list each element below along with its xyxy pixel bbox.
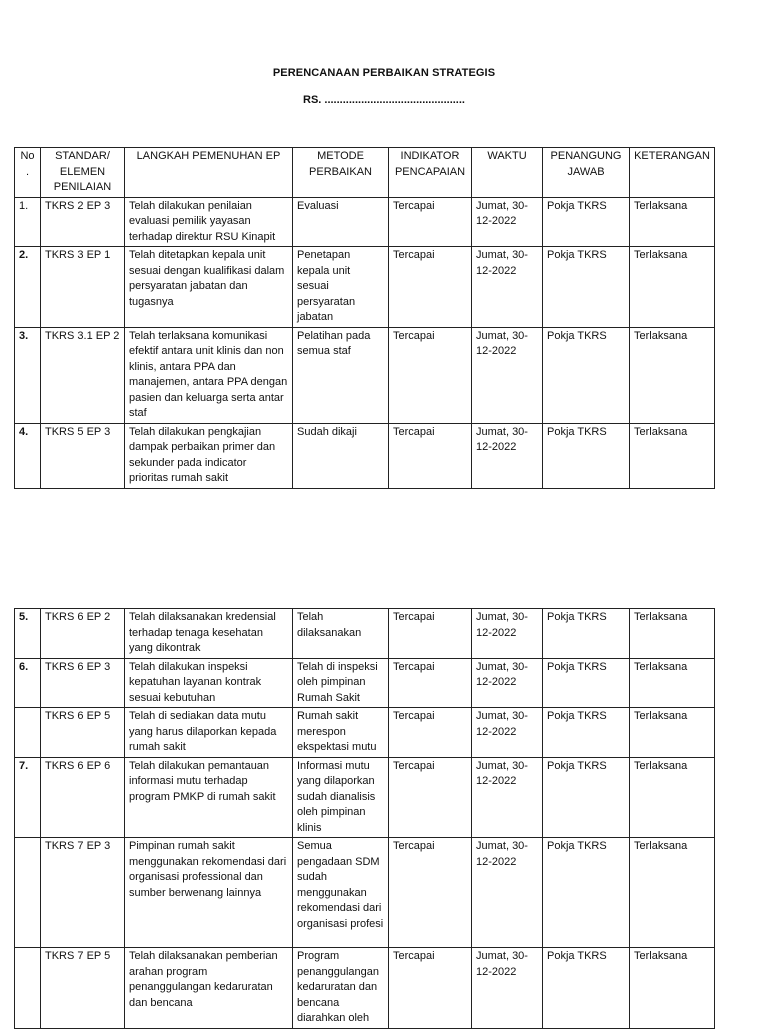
row-number xyxy=(15,708,41,758)
metode-cell: Rumah sakit merespon ekspektasi mutu xyxy=(293,708,389,758)
hospital-name-line: RS. .............................................. xyxy=(303,94,465,106)
keterangan-cell: Terlaksana xyxy=(630,948,715,1029)
metode-cell: Program penanggulangan kedaruratan dan bencana diarahkan oleh xyxy=(293,948,389,1029)
keterangan-cell: Terlaksana xyxy=(630,247,715,328)
header-metode: METODE PERBAIKAN xyxy=(293,148,389,198)
table-row xyxy=(15,327,715,423)
header-standar: STANDAR/ ELEMEN PENILAIAN xyxy=(41,148,125,198)
standar-cell: TKRS 3.1 EP 2 xyxy=(41,327,125,423)
langkah-cell: Pimpinan rumah sakit menggunakan rekomendasi dari organisasi professional dan sumber berwenang lainnya xyxy=(125,838,293,948)
indikator-cell: Tercapai xyxy=(389,247,472,328)
metode-cell: Sudah dikaji xyxy=(293,423,389,488)
row-number: 5. xyxy=(15,609,41,659)
indikator-cell: Tercapai xyxy=(389,658,472,708)
keterangan-cell: Terlaksana xyxy=(630,838,715,948)
waktu-cell: Jumat, 30-12-2022 xyxy=(472,609,543,659)
keterangan-cell: Terlaksana xyxy=(630,708,715,758)
table-row xyxy=(15,838,715,948)
penanggung-jawab-cell: Pokja TKRS xyxy=(543,423,630,488)
langkah-cell: Telah dilaksanakan pemberian arahan program penanggulangan kedaruratan dan bencana xyxy=(125,948,293,1029)
row-number: 3. xyxy=(15,327,41,423)
header-langkah: LANGKAH PEMENUHAN EP xyxy=(125,148,293,198)
header-indikator: INDIKATOR PENCAPAIAN xyxy=(389,148,472,198)
table-row xyxy=(15,757,715,838)
penanggung-jawab-cell: Pokja TKRS xyxy=(543,609,630,659)
penanggung-jawab-cell: Pokja TKRS xyxy=(543,197,630,247)
standar-cell: TKRS 6 EP 6 xyxy=(41,757,125,838)
row-number: 4. xyxy=(15,423,41,488)
langkah-cell: Telah ditetapkan kepala unit sesuai dengan kualifikasi dalam persyaratan jabatan dan tugasnya xyxy=(125,247,293,328)
langkah-cell: Telah dilakukan penilaian evaluasi pemilik yayasan terhadap direktur RSU Kinapit xyxy=(125,197,293,247)
keterangan-cell: Terlaksana xyxy=(630,423,715,488)
standar-cell: TKRS 6 EP 2 xyxy=(41,609,125,659)
penanggung-jawab-cell: Pokja TKRS xyxy=(543,327,630,423)
metode-cell: Telah di inspeksi oleh pimpinan Rumah Sakit xyxy=(293,658,389,708)
row-number xyxy=(15,838,41,948)
waktu-cell: Jumat, 30-12-2022 xyxy=(472,658,543,708)
penanggung-jawab-cell: Pokja TKRS xyxy=(543,658,630,708)
penanggung-jawab-cell: Pokja TKRS xyxy=(543,708,630,758)
table-row xyxy=(15,609,715,659)
standar-cell: TKRS 6 EP 5 xyxy=(41,708,125,758)
waktu-cell: Jumat, 30-12-2022 xyxy=(472,197,543,247)
langkah-cell: Telah dilakukan pemantauan informasi mutu terhadap program PMKP di rumah sakit xyxy=(125,757,293,838)
indikator-cell: Tercapai xyxy=(389,327,472,423)
row-number: 6. xyxy=(15,658,41,708)
indikator-cell: Tercapai xyxy=(389,609,472,659)
table-row xyxy=(15,948,715,1029)
langkah-cell: Telah terlaksana komunikasi efektif antara unit klinis dan non klinis, antara PPA dan manajemen, antara PPA dengan pasien dan keluarga serta antar staf xyxy=(125,327,293,423)
waktu-cell: Jumat, 30-12-2022 xyxy=(472,948,543,1029)
standar-cell: TKRS 2 EP 3 xyxy=(41,197,125,247)
header-penanggung-jawab: PENANGUNG JAWAB xyxy=(543,148,630,198)
penanggung-jawab-cell: Pokja TKRS xyxy=(543,757,630,838)
strategic-plan-table-page-2 xyxy=(14,608,715,1029)
strategic-plan-table-page-1 xyxy=(14,147,715,489)
metode-cell: Evaluasi xyxy=(293,197,389,247)
waktu-cell: Jumat, 30-12-2022 xyxy=(472,423,543,488)
langkah-cell: Telah dilakukan inspeksi kepatuhan layanan kontrak sesuai kebutuhan xyxy=(125,658,293,708)
metode-cell: Penetapan kepala unit sesuai persyaratan jabatan xyxy=(293,247,389,328)
waktu-cell: Jumat, 30-12-2022 xyxy=(472,327,543,423)
header-no: No . xyxy=(15,148,41,198)
table-row xyxy=(15,197,715,247)
metode-cell: Pelatihan pada semua staf xyxy=(293,327,389,423)
metode-cell: Telah dilaksanakan xyxy=(293,609,389,659)
table-row xyxy=(15,658,715,708)
metode-cell: Semua pengadaan SDM sudah menggunakan rekomendasi dari organisasi profesi xyxy=(293,838,389,948)
indikator-cell: Tercapai xyxy=(389,708,472,758)
table-row xyxy=(15,708,715,758)
table-row xyxy=(15,247,715,328)
row-number xyxy=(15,948,41,1029)
indikator-cell: Tercapai xyxy=(389,757,472,838)
row-number: 1. xyxy=(15,197,41,247)
standar-cell: TKRS 6 EP 3 xyxy=(41,658,125,708)
standar-cell: TKRS 3 EP 1 xyxy=(41,247,125,328)
indikator-cell: Tercapai xyxy=(389,423,472,488)
row-number: 7. xyxy=(15,757,41,838)
langkah-cell: Telah dilakukan pengkajian dampak perbaikan primer dan sekunder pada indicator prioritas rumah sakit xyxy=(125,423,293,488)
standar-cell: TKRS 7 EP 3 xyxy=(41,838,125,948)
langkah-cell: Telah di sediakan data mutu yang harus dilaporkan kepada rumah sakit xyxy=(125,708,293,758)
standar-cell: TKRS 7 EP 5 xyxy=(41,948,125,1029)
indikator-cell: Tercapai xyxy=(389,838,472,948)
keterangan-cell: Terlaksana xyxy=(630,757,715,838)
waktu-cell: Jumat, 30-12-2022 xyxy=(472,757,543,838)
waktu-cell: Jumat, 30-12-2022 xyxy=(472,247,543,328)
indikator-cell: Tercapai xyxy=(389,948,472,1029)
langkah-cell: Telah dilaksanakan kredensial terhadap tenaga kesehatan yang dikontrak xyxy=(125,609,293,659)
table-row xyxy=(15,423,715,488)
keterangan-cell: Terlaksana xyxy=(630,609,715,659)
keterangan-cell: Terlaksana xyxy=(630,658,715,708)
indikator-cell: Tercapai xyxy=(389,197,472,247)
penanggung-jawab-cell: Pokja TKRS xyxy=(543,948,630,1029)
keterangan-cell: Terlaksana xyxy=(630,327,715,423)
metode-cell: Informasi mutu yang dilaporkan sudah dianalisis oleh pimpinan klinis xyxy=(293,757,389,838)
penanggung-jawab-cell: Pokja TKRS xyxy=(543,838,630,948)
standar-cell: TKRS 5 EP 3 xyxy=(41,423,125,488)
table-header-row xyxy=(15,148,715,198)
document-title: PERENCANAAN PERBAIKAN STRATEGIS xyxy=(272,67,496,79)
row-number: 2. xyxy=(15,247,41,328)
keterangan-cell: Terlaksana xyxy=(630,197,715,247)
header-waktu: WAKTU xyxy=(472,148,543,198)
waktu-cell: Jumat, 30-12-2022 xyxy=(472,708,543,758)
header-keterangan: KETERANGAN xyxy=(630,148,715,198)
penanggung-jawab-cell: Pokja TKRS xyxy=(543,247,630,328)
waktu-cell: Jumat, 30-12-2022 xyxy=(472,838,543,948)
